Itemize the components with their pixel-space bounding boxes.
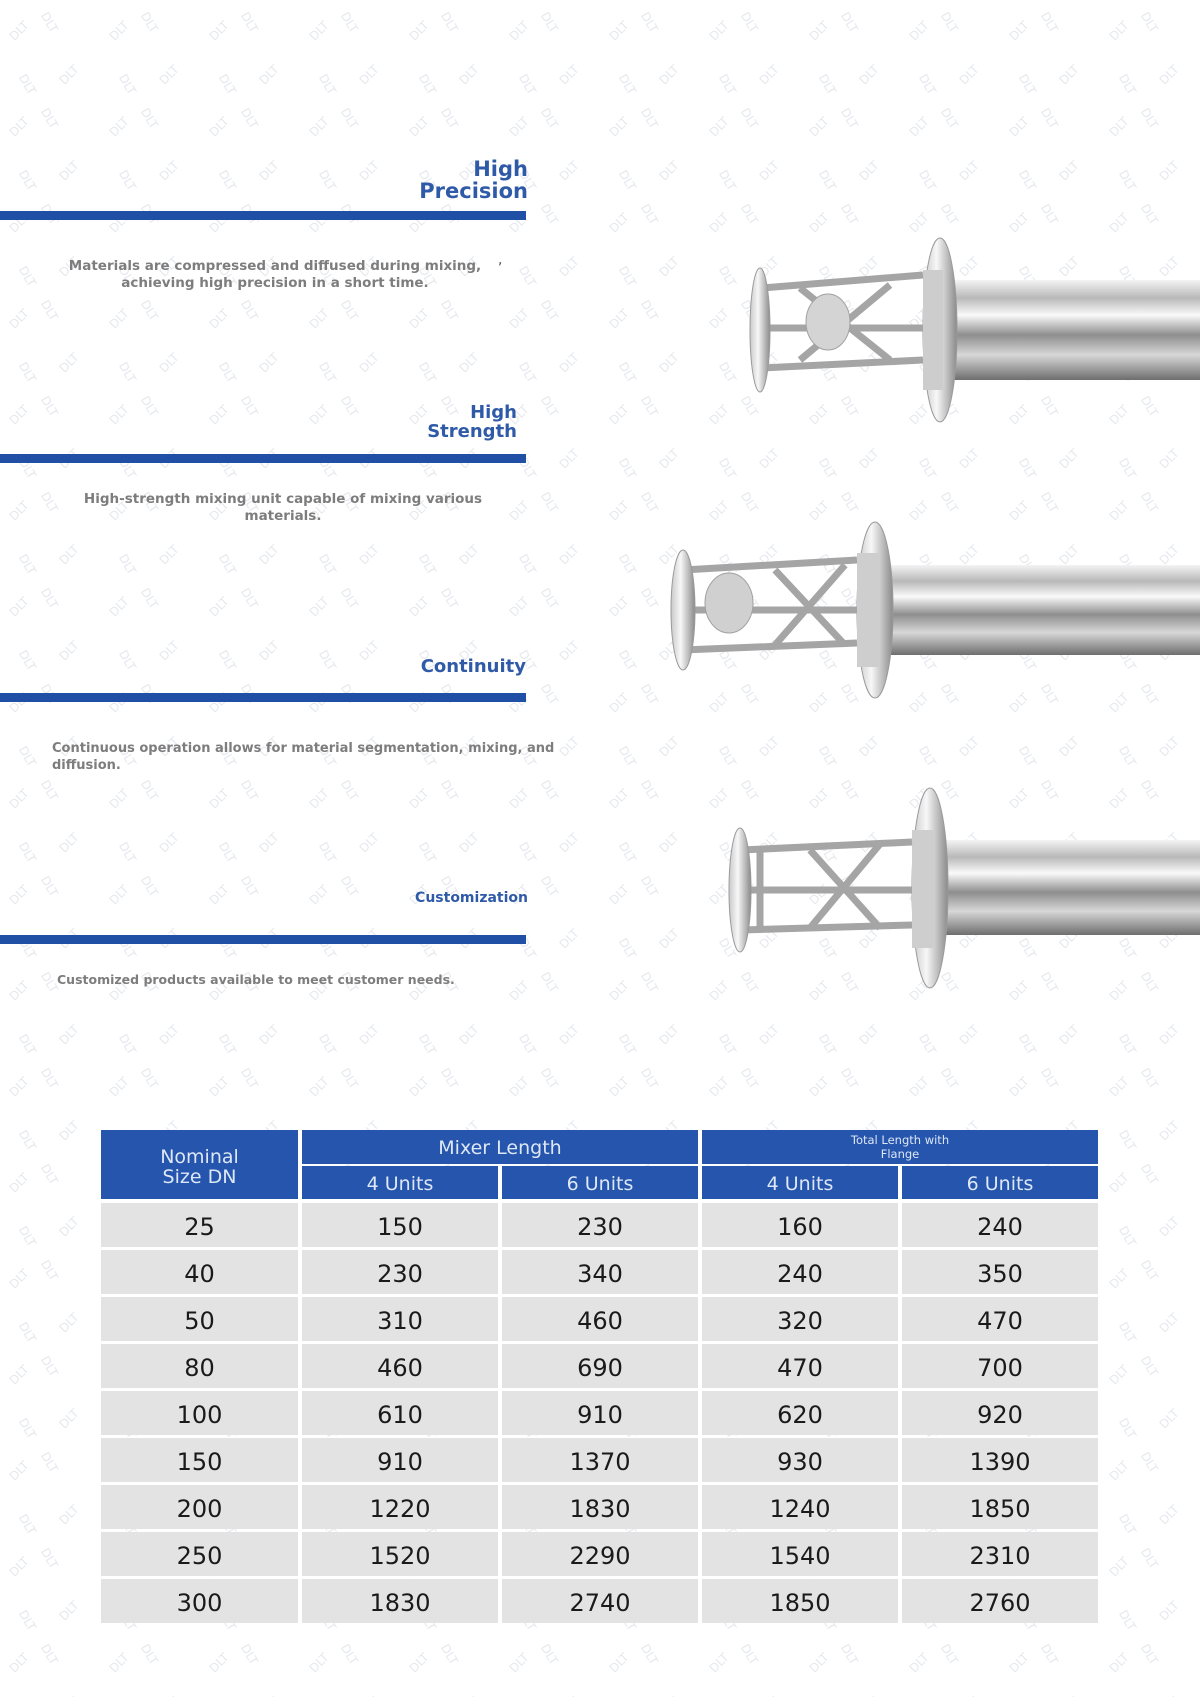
feature-title: High Precision: [419, 157, 528, 204]
table-row: [101, 1203, 1098, 1247]
table-cell: 40: [101, 1250, 298, 1294]
table-cell: 470: [702, 1344, 898, 1388]
table-cell: 80: [101, 1344, 298, 1388]
table-cell: 1540: [702, 1532, 898, 1576]
feature-divider: [0, 454, 526, 463]
table-row: [101, 1438, 1098, 1482]
header-total-length: Total Length with Flange: [702, 1130, 1098, 1164]
table-row: [101, 1297, 1098, 1341]
table-cell: 100: [101, 1391, 298, 1435]
table-cell: 700: [902, 1344, 1098, 1388]
table-row: [101, 1485, 1098, 1529]
table-cell: 160: [702, 1203, 898, 1247]
feature-high-precision: [0, 150, 530, 300]
table-cell: 470: [902, 1297, 1098, 1341]
table-cell: 150: [101, 1438, 298, 1482]
header-sub: 4 Units: [702, 1166, 898, 1199]
table-cell: 1240: [702, 1485, 898, 1529]
table-cell: 620: [702, 1391, 898, 1435]
table-cell: 1850: [702, 1579, 898, 1623]
feature-divider: [0, 935, 526, 944]
table-cell: 350: [902, 1250, 1098, 1294]
table-cell: 340: [502, 1250, 698, 1294]
header-mixer-length: Mixer Length: [302, 1130, 698, 1164]
feature-title: Customization: [415, 890, 528, 906]
table-cell: 1830: [302, 1579, 498, 1623]
table-cell: 150: [302, 1203, 498, 1247]
table-cell: 910: [302, 1438, 498, 1482]
stray-mark: ,: [498, 252, 503, 268]
table-cell: 310: [302, 1297, 498, 1341]
table-cell: 250: [101, 1532, 298, 1576]
table-cell: 1830: [502, 1485, 698, 1529]
table-cell: 460: [502, 1297, 698, 1341]
table-cell: 930: [702, 1438, 898, 1482]
table-cell: 2290: [502, 1532, 698, 1576]
feature-high-strength: [0, 400, 530, 550]
table-row: [101, 1579, 1098, 1623]
static-mixer-photo-1: [740, 230, 1200, 440]
header-sub: 6 Units: [902, 1166, 1098, 1199]
feature-customization: [0, 885, 530, 1005]
feature-description: Continuous operation allows for material segmentation, mixing, and diffusion.: [52, 741, 555, 773]
header-nominal-size: Nominal Size DN: [101, 1130, 298, 1199]
table-cell: 460: [302, 1344, 498, 1388]
table-cell: 320: [702, 1297, 898, 1341]
table-cell: 610: [302, 1391, 498, 1435]
header-sub: 4 Units: [302, 1166, 498, 1199]
table-cell: 690: [502, 1344, 698, 1388]
table-cell: 50: [101, 1297, 298, 1341]
feature-continuity: [0, 650, 555, 773]
table-cell: 1370: [502, 1438, 698, 1482]
table-cell: 300: [101, 1579, 298, 1623]
feature-divider: [0, 211, 526, 220]
feature-title: High Strength: [427, 402, 517, 442]
table-cell: 25: [101, 1203, 298, 1247]
table-row: [101, 1391, 1098, 1435]
table-cell: 2760: [902, 1579, 1098, 1623]
feature-divider: [0, 693, 526, 702]
table-row: [101, 1250, 1098, 1294]
table-cell: 1220: [302, 1485, 498, 1529]
table-cell: 240: [702, 1250, 898, 1294]
table-cell: 1520: [302, 1532, 498, 1576]
static-mixer-photo-3: [720, 780, 1200, 1000]
feature-title: Continuity: [420, 656, 526, 677]
table-cell: 230: [302, 1250, 498, 1294]
table-cell: 240: [902, 1203, 1098, 1247]
feature-description: High-strength mixing unit capable of mixing various materials.: [83, 491, 483, 524]
feature-description: Customized products available to meet customer needs.: [57, 972, 455, 987]
header-sub: 6 Units: [502, 1166, 698, 1199]
table-cell: 2740: [502, 1579, 698, 1623]
table-cell: 200: [101, 1485, 298, 1529]
table-cell: 230: [502, 1203, 698, 1247]
table-row: [101, 1344, 1098, 1388]
static-mixer-photo-2: [665, 515, 1200, 705]
feature-description: Materials are compressed and diffused during mixing, achieving high precision in a short time.: [68, 258, 482, 291]
table-cell: 920: [902, 1391, 1098, 1435]
table-cell: 2310: [902, 1532, 1098, 1576]
table-cell: 910: [502, 1391, 698, 1435]
table-row: [101, 1532, 1098, 1576]
table-cell: 1390: [902, 1438, 1098, 1482]
table-cell: 1850: [902, 1485, 1098, 1529]
